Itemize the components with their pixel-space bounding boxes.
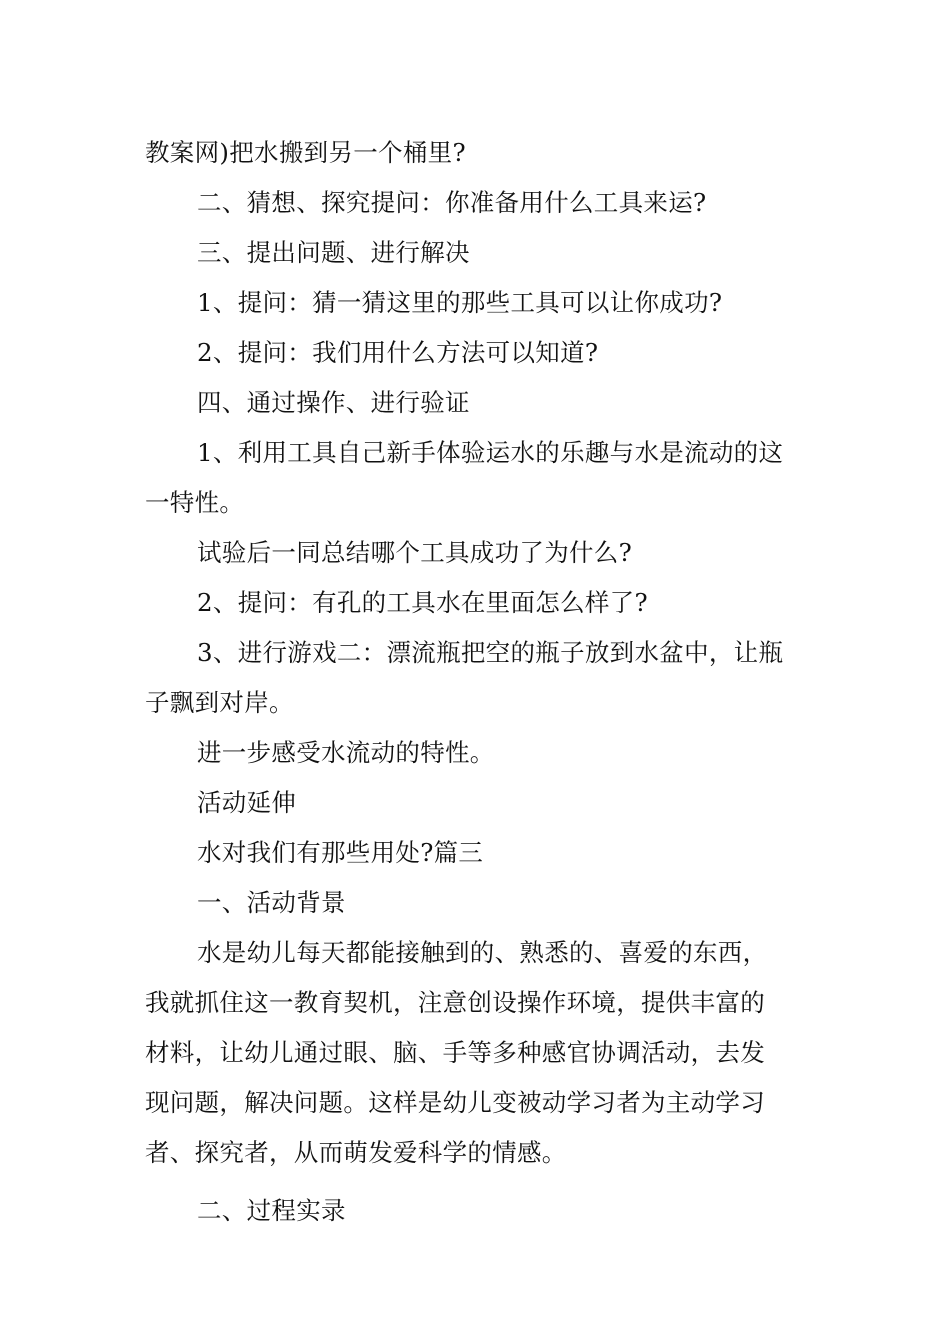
- text-line: 3、进行游戏二：漂流瓶把空的瓶子放到水盆中，让瓶: [197, 638, 784, 667]
- text-line: 材料，让幼儿通过眼、脑、手等多种感官协调活动，去发: [145, 1038, 765, 1067]
- text-line: 子飘到对岸。: [145, 688, 294, 717]
- text-line: 1、利用工具自己新手体验运水的乐趣与水是流动的这: [197, 438, 784, 467]
- text-line: 2、提问：我们用什么方法可以知道?: [197, 338, 599, 367]
- section-heading: 活动延伸: [197, 788, 297, 817]
- text-line: 一特性。: [145, 488, 245, 517]
- section-heading: 一、活动背景: [197, 888, 346, 917]
- text-line: 我就抓住这一教育契机，注意创设操作环境，提供丰富的: [145, 988, 765, 1017]
- text-line: 者、探究者，从而萌发爱科学的情感。: [145, 1138, 567, 1167]
- text-line: 2、提问：有孔的工具水在里面怎么样了?: [197, 588, 648, 617]
- paragraph-gap: [145, 1178, 809, 1186]
- text-line: 现问题，解决问题。这样是幼儿变被动学习者为主动学习: [145, 1088, 765, 1117]
- text-line: 水是幼儿每天都能接触到的、熟悉的、喜爱的东西，: [197, 938, 768, 967]
- document-body: [145, 128, 809, 1236]
- section-heading: 四、通过操作、进行验证: [197, 388, 470, 417]
- section-heading: 二、过程实录: [197, 1196, 346, 1225]
- section-title: 水对我们有那些用处?篇三: [197, 838, 484, 867]
- text-line: 试验后一同总结哪个工具成功了为什么?: [197, 538, 633, 567]
- text-line: 教案网)把水搬到另一个桶里?: [145, 138, 466, 167]
- text-line: 1、提问：猜一猜这里的那些工具可以让你成功?: [197, 288, 723, 317]
- text-line: 进一步感受水流动的特性。: [197, 738, 495, 767]
- section-heading: 三、提出问题、进行解决: [197, 238, 470, 267]
- section-heading: 二、猜想、探究提问：你准备用什么工具来运?: [197, 188, 707, 217]
